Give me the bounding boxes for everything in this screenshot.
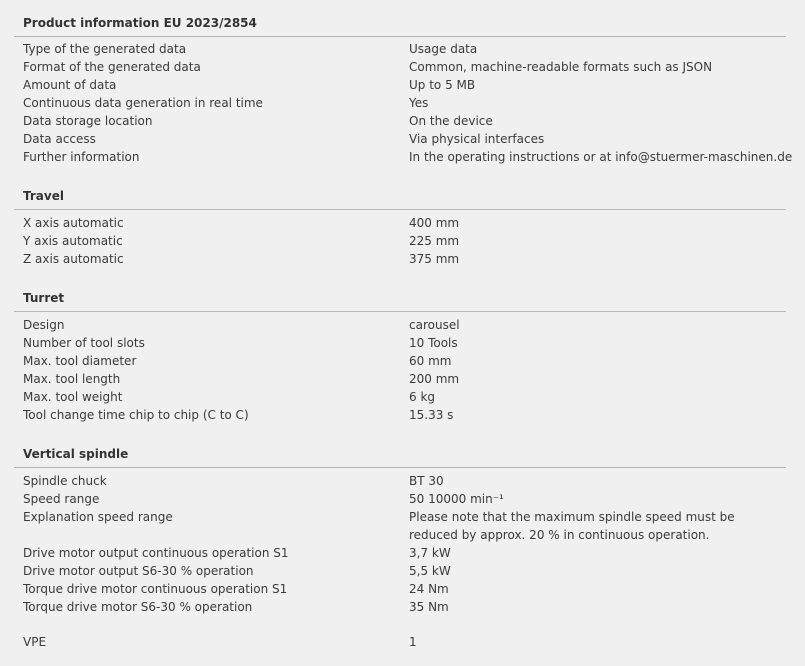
spec-label: Drive motor output continuous operation S1	[23, 546, 289, 560]
spec-value: On the device	[409, 114, 493, 128]
section-title-vertical-spindle: Vertical spindle	[23, 447, 129, 461]
spec-label: Data access	[23, 132, 96, 146]
spec-label: Format of the generated data	[23, 60, 201, 74]
vpe-label: VPE	[23, 635, 47, 649]
spec-value: 400 mm	[409, 216, 460, 230]
spec-label: Max. tool weight	[23, 390, 123, 404]
spec-label: Continuous data generation in real time	[23, 96, 263, 110]
spec-value: carousel	[409, 318, 460, 332]
spec-label: Torque drive motor S6-30 % operation	[23, 600, 253, 614]
spec-value: Please note that the maximum spindle speed must be reduced by approx. 20 % in continuous operation.	[409, 510, 735, 542]
spec-value: 60 mm	[409, 354, 452, 368]
spec-label: Explanation speed range	[23, 510, 173, 524]
spec-label: Amount of data	[23, 78, 117, 92]
spec-label: Spindle chuck	[23, 474, 107, 488]
spec-label: Number of tool slots	[23, 336, 145, 350]
spec-label: Max. tool diameter	[23, 354, 137, 368]
spec-label: Torque drive motor continuous operation S1	[23, 582, 288, 596]
section-divider	[14, 36, 786, 37]
spec-label: Design	[23, 318, 65, 332]
spec-label: Type of the generated data	[23, 42, 187, 56]
spec-value: 10 Tools	[409, 336, 458, 350]
spec-value: 5,5 kW	[409, 564, 451, 578]
section-divider	[14, 311, 786, 312]
spec-value: 3,7 kW	[409, 546, 451, 560]
spec-label: Y axis automatic	[23, 234, 123, 248]
spec-value: Yes	[409, 96, 429, 110]
spec-value: Usage data	[409, 42, 478, 56]
spec-value: 24 Nm	[409, 582, 449, 596]
spec-value: 35 Nm	[409, 600, 449, 614]
spec-label: Further information	[23, 150, 140, 164]
spec-value: 200 mm	[409, 372, 460, 386]
spec-label: Speed range	[23, 492, 100, 506]
section-divider	[14, 467, 786, 468]
vpe-value: 1	[409, 635, 417, 649]
spec-value: BT 30	[409, 474, 444, 488]
spec-value: 6 kg	[409, 390, 436, 404]
spec-value: 15.33 s	[409, 408, 454, 422]
spec-label: X axis automatic	[23, 216, 124, 230]
spec-label: Data storage location	[23, 114, 153, 128]
section-divider	[14, 209, 786, 210]
spec-label: Drive motor output S6-30 % operation	[23, 564, 254, 578]
spec-value: 50 10000 min⁻¹	[409, 492, 504, 506]
spec-label: Z axis automatic	[23, 252, 124, 266]
spec-value: 225 mm	[409, 234, 460, 248]
spec-value: Up to 5 MB	[409, 78, 476, 92]
spec-value: Via physical interfaces	[409, 132, 545, 146]
section-title-turret: Turret	[23, 291, 65, 305]
spec-value: Common, machine-readable formats such as JSON	[409, 60, 713, 74]
spec-label: Max. tool length	[23, 372, 121, 386]
spec-value: 375 mm	[409, 252, 460, 266]
spec-label: Tool change time chip to chip (C to C)	[23, 408, 249, 422]
section-title-product-information: Product information EU 2023/2854	[23, 16, 257, 30]
spec-value: In the operating instructions or at info@stuermer-maschinen.de	[409, 150, 793, 164]
section-title-travel: Travel	[23, 189, 64, 203]
